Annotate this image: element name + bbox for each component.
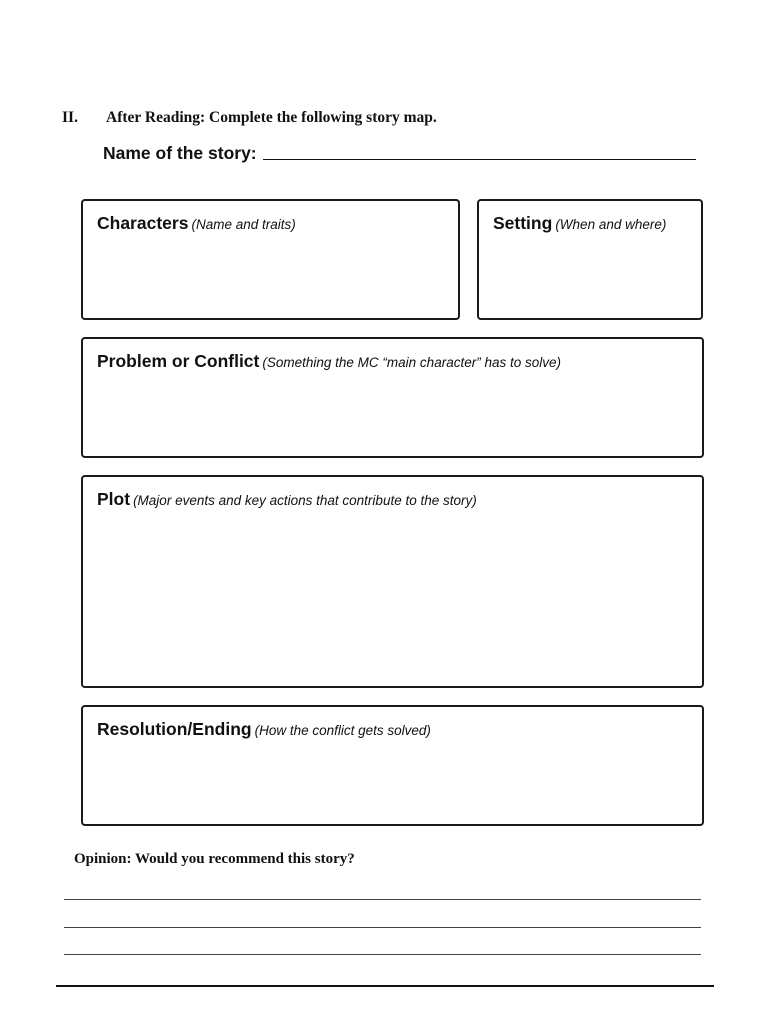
story-name-row [103,143,703,164]
problem-hint: (Something the MC “main character” has to solve) [262,355,561,370]
resolution-box[interactable] [81,705,704,826]
opinion-answer-line[interactable] [64,899,701,900]
plot-hint: (Major events and key actions that contribute to the story) [133,493,477,508]
characters-hint: (Name and traits) [191,217,296,232]
setting-title: Setting [493,213,553,233]
bottom-rule [56,985,714,987]
setting-box[interactable] [477,199,703,320]
problem-box[interactable] [81,337,704,458]
plot-title: Plot [97,489,131,509]
opinion-answer-line[interactable] [64,954,701,955]
setting-hint: (When and where) [555,217,667,232]
plot-box[interactable] [81,475,704,688]
opinion-answer-line[interactable] [64,927,701,928]
characters-title: Characters [97,213,189,233]
story-name-label: Name of the story: [103,143,257,163]
section-heading [62,109,437,127]
characters-box[interactable] [81,199,460,320]
resolution-hint: (How the conflict gets solved) [254,723,431,738]
section-instruction: After Reading: Complete the following story map. [106,109,437,126]
story-name-field[interactable] [263,159,696,160]
problem-title: Problem or Conflict [97,351,260,371]
resolution-title: Resolution/Ending [97,719,252,739]
section-numeral: II. [62,109,78,126]
opinion-question: Opinion: Would you recommend this story? [74,851,355,867]
